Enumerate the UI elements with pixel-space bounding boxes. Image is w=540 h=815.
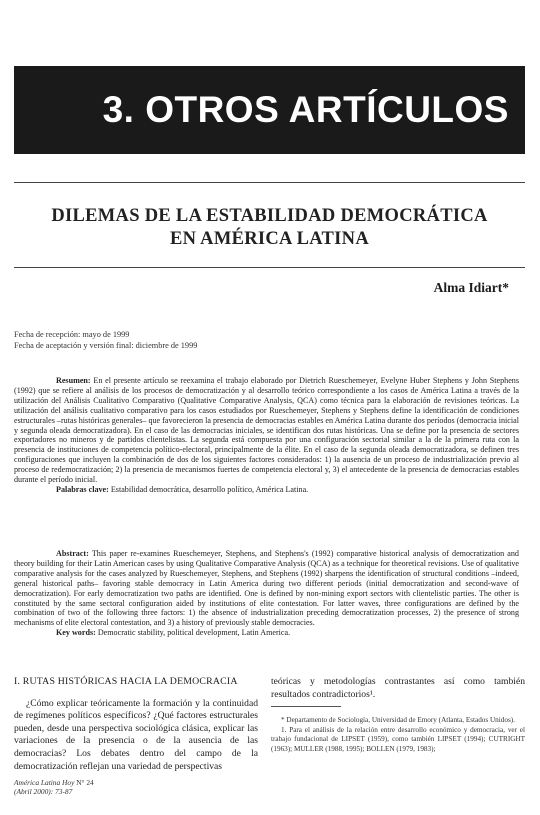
journal-name: América Latina Hoy	[14, 778, 75, 787]
accepted-date: Fecha de aceptación y versión final: diciembre de 1999	[14, 340, 198, 350]
abstract-label: Abstract:	[56, 549, 89, 558]
received-date: Fecha de recepción: mayo de 1999	[14, 330, 130, 339]
footnote-1: 1. Para el análisis de la relación entre desarrollo económico y democracia, ver el trabajo fundacional de LIPSET (1959), como también LIPSET (1994); CUTRIGHT (1963); MULLER (1988, 1995); BOLLEN (1979, 1983);	[271, 726, 525, 753]
section-banner	[14, 66, 525, 154]
author-name: Alma Idiart*	[433, 280, 509, 295]
title-top-rule	[14, 182, 525, 183]
journal-date: (Abril 2000): 73-87	[14, 787, 73, 796]
keywords-label: Key words:	[56, 628, 96, 638]
article-title-line1: DILEMAS DE LA ESTABILIDAD DEMOCRÁTICA	[51, 206, 488, 226]
abstract-block	[14, 549, 519, 638]
body-left-column	[14, 676, 258, 773]
section-i-heading: I. RUTAS HISTÓRICAS HACIA LA DEMOCRACIA	[14, 676, 238, 687]
resumen-label: Resumen:	[56, 376, 91, 385]
journal-citation	[14, 778, 94, 796]
journal-issue: N° 24	[74, 778, 94, 787]
body-paragraph-left: ¿Cómo explicar teóricamente la formación y la continuidad de regímenes políticos específicos? ¿Qué factores estructurales pueden, desde una perspectiva sociológica clásica, explicar las variaciones de la presencia o de la ausencia de las democracias? Los debates dentro del campo de la democratización reflejan una variedad de perspectivas	[14, 697, 258, 772]
palabras-clave-text: Estabilidad democrática, desarrollo político, América Latina.	[110, 484, 309, 494]
title-bottom-rule	[14, 267, 525, 268]
article-title-line2: EN AMÉRICA LATINA	[169, 229, 370, 249]
keywords-text: Democratic stability, political development, Latin America.	[97, 628, 291, 638]
resumen-text: En el presente artículo se reexamina el trabajo elaborado por Dietrich Rueschemeyer, Evelyne Huber Stephens y John Stephens (1992) que se refiere al análisis de los procesos de democratización y al desarrollo teórico correspondiente a los casos de América Latina a través de la utilización del Análisis Cualitativo Comparativo (Qualitative Comparative Analysis, QCA) como técnica para la elaboración de revisiones teóricas. La utilización del análisis cualitativo comparativo para los casos estudiados por Rueschemeyer, Stephens y Stephens define la identificación de condiciones estructurales –rutas históricas generales– que favorecieron la presencia de democracias estables en América Latina durante dos períodos (democracia inicial y segunda oleada democratizadora). En el caso de las democracias iniciales, se identifican dos rutas históricas. Una se define por la presencia de sectores exportadores no mineros y de partidos clientelistas. La segunda está compuesta por una configuración sectorial similar a la de la primera ruta con la presencia de instituciones de competencia político-electoral, principalmente de la élite. En el caso de la segunda oleada democratizadora, se definen tres configuraciones que incluyen la combinación de dos de los siguientes factores considerados: 1) la ausencia de un proceso de industrialización previo al proceso de redemocratización; 2) la presencia de mecanismos fuertes de competencia electoral y, 3) el antecedente de la presencia de democracias estables durante el período inicial.	[14, 376, 519, 485]
footnote-author: * Departamento de Sociología, Universidad de Emory (Atlanta, Estados Unidos).	[281, 716, 515, 724]
article-title	[14, 205, 525, 251]
body-right-column	[271, 676, 525, 701]
footnotes	[271, 716, 525, 755]
submission-dates	[14, 330, 197, 351]
footnote-rule	[271, 706, 341, 707]
palabras-clave-label: Palabras clave:	[56, 484, 109, 494]
section-heading: 3. OTROS ARTÍCULOS	[102, 89, 509, 130]
resumen-block	[14, 376, 519, 495]
body-paragraph-right: teóricas y metodologías contrastantes así como también resultados contradictorios¹.	[271, 676, 525, 700]
abstract-text: This paper re-examines Rueschemeyer, Stephens, and Stephens's (1992) comparative historical analysis of democratization and theory building for their Latin American cases by using Qualitative Comparative Analysis (QCA) as a technique for theoretical revisions. Use of qualitative comparative analysis for the cases analyzed by Rueschemeyer, Stephens, and Stephens (1992) sharpens the identification of structural conditions –indeed, general historical paths– favoring stable democracy in Latin America during two different periods (initial democratization and second-wave of democratization). For early democratization two paths are identified. One is defined by non-mining export sectors with clientelistic parties. The other is constituted by the same sectoral configuration aided by institutions of elite contestation. For latter waves, three configurations are defined by the combination of two of the following three factors: 1) the absence of industrialization preceding democratization processes, 2) the presence of strong mechanisms of elite electoral contestation, and 3) a history of previously stable democracies.	[14, 549, 519, 628]
